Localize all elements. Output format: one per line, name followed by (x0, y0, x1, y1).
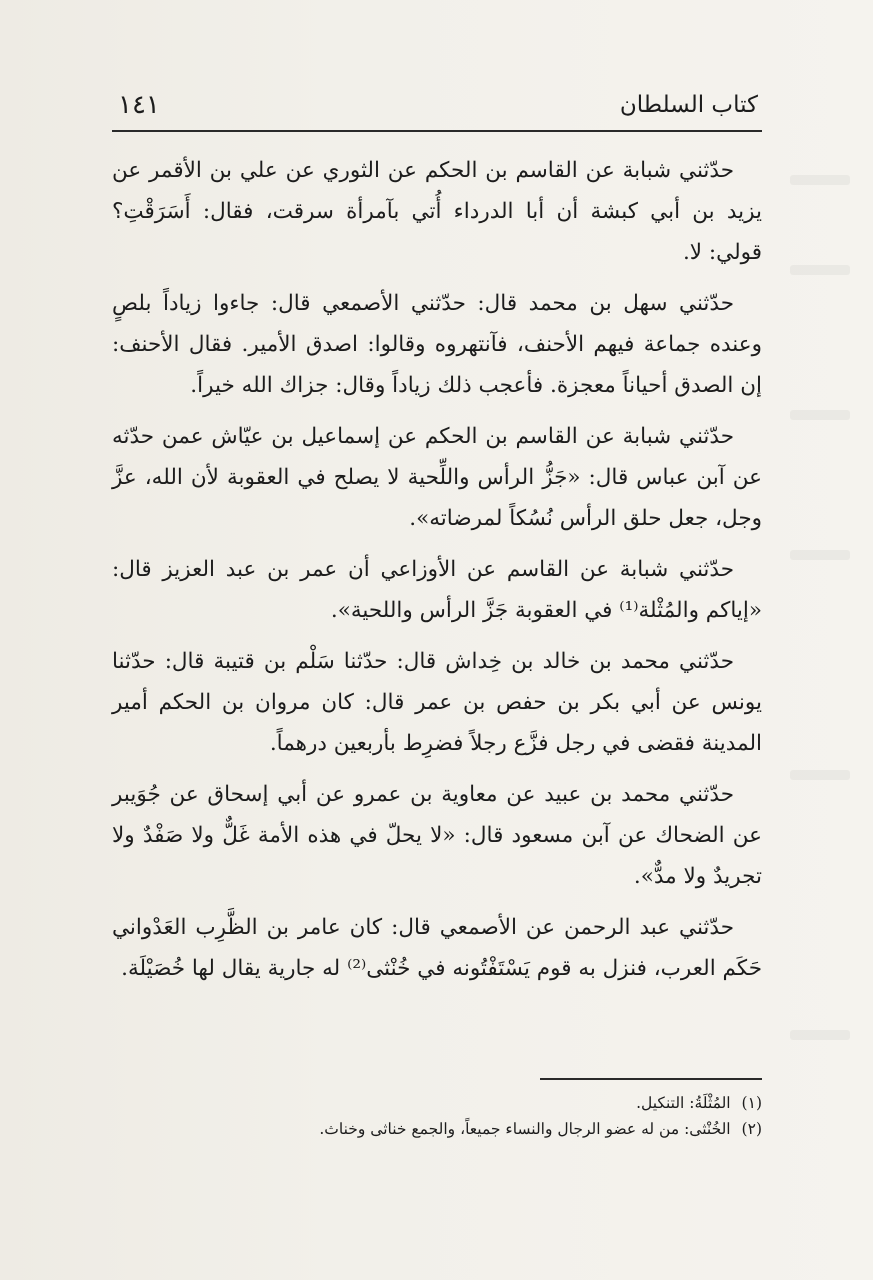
show-through (790, 550, 850, 560)
show-through (790, 265, 850, 275)
paragraph: حدّثني محمد بن خالد بن خِداش قال: حدّثنا سَلْم بن قتيبة قال: حدّثنا يونس عن أبي بكر بن حفص بن عمر قال: كان مروان بن الحكم أمير المدينة فقضى في رجل فزَّع رجلاً فضرِط بأربعين درهماً. (112, 649, 762, 756)
show-through (790, 770, 850, 780)
footnote-number: (٢) (741, 1120, 762, 1138)
paragraph: حدّثني شبابة عن القاسم عن الأوزاعي أن عمر بن عبد العزيز قال: «إياكم والمُثْلة⁽¹⁾ في العقوبة جَزَّ الرأس واللحية». (112, 557, 762, 623)
footnotes (112, 1090, 762, 1142)
footnote-rule (540, 1078, 762, 1080)
page-number: ١٤١ (118, 90, 160, 120)
main-text (112, 150, 762, 999)
show-through (790, 175, 850, 185)
paragraph: حدّثني سهل بن محمد قال: حدّثني الأصمعي قال: جاءوا زياداً بلصٍ وعنده جماعة فيهم الأحنف، فآنتهروه وقالوا: اصدق الأمير. فقال الأحنف: إن الصدق أحياناً معجزة. فأعجب ذلك زياداً وقال: جزاك الله خيراً. (112, 291, 762, 398)
header-rule (112, 130, 762, 132)
running-title: كتاب السلطان (619, 92, 758, 118)
footnote-text: الخُنْثى: من له عضو الرجال والنساء جميعاً، والجمع خناثى وخناث. (319, 1120, 731, 1138)
paragraph: حدّثني شبابة عن القاسم بن الحكم عن إسماعيل بن عيّاش عمن حدّثه عن آبن عباس قال: «جَزُّ الرأس واللِّحية لا يصلح في العقوبة لأن الله، عزَّ وجل، جعل حلق الرأس نُسُكاً لمرضاته». (112, 424, 762, 531)
footnote-text: المُثْلَةُ: التنكيل. (636, 1094, 731, 1112)
paragraph: حدّثني محمد بن عبيد عن معاوية بن عمرو عن أبي إسحاق عن جُوَيبر عن الضحاك عن آبن مسعود قال: «لا يحلّ في هذه الأمة غَلٌّ ولا صَفْدٌ ولا تجريدٌ ولا مدٌّ». (112, 782, 762, 889)
footnote (112, 1116, 762, 1142)
show-through (790, 1030, 850, 1040)
footnote (112, 1090, 762, 1116)
paragraph: حدّثني شبابة عن القاسم بن الحكم عن الثوري عن علي بن الأقمر عن يزيد بن أبي كبشة أن أبا الدرداء أُتي بآمرأة سرقت، فقال: أَسَرَقْتِ؟ قولي: لا. (112, 158, 762, 265)
footnote-number: (١) (741, 1094, 762, 1112)
show-through (790, 410, 850, 420)
paragraph: حدّثني عبد الرحمن عن الأصمعي قال: كان عامر بن الظَّرِب العَدْواني حَكَم العرب، فنزل به قوم يَسْتَفْتُونه في خُنْثى⁽²⁾ له جارية يقال لها خُصَيْلَة. (112, 915, 762, 981)
page-header (118, 92, 758, 128)
